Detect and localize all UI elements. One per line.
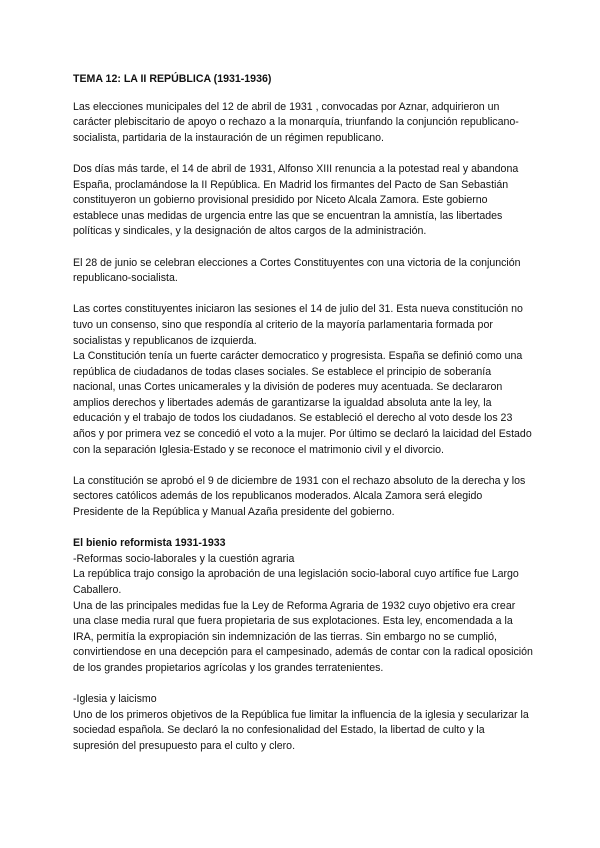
section-title-bienio-reformista: El bienio reformista 1931-1933 bbox=[73, 537, 226, 550]
document-title: TEMA 12: LA II REPÚBLICA (1931-1936) bbox=[73, 73, 272, 85]
paragraph-legislacion-sociolaboral: La república trajo consigo la aprobación de una legislación socio-laboral cuyo artífice fue Largo Caballero. bbox=[73, 568, 519, 596]
paragraph-sesiones-cortes: Las cortes constituyentes iniciaron las sesiones el 14 de julio del 31. Esta nueva constitución no tuvo un consenso, sino que respondía al criterio de la mayoría parlamentaria formada por socialistas y republicanos de izquierda. bbox=[73, 303, 523, 347]
paragraph-constitucion-caracter: La Constitución tenía un fuerte carácter democratico y progresista. España se definió como una república de ciudadanos de todas clases sociales. Se establece el principio de soberanía nacional, unas Cortes unicamerales y la división de poderes muy acentuada. Se declararon amplios derechos y libertades además de garantizarse la igualdad absoluta ante la ley, la educación y el trabajo de todos los ciudadanos. Se estableció el derecho al voto desde los 23 años y por primera vez se concedió el voto a la mujer. Por último se declaró la laicidad del Estado con la separación Iglesia-Estado y se reconoce el matrimonio civil y el divorcio. bbox=[73, 350, 532, 456]
paragraph-iglesia-laicismo: Uno de los primeros objetivos de la República fue limitar la influencia de la iglesia y secularizar la sociedad española. Se declaró la no confesionalidad del Estado, la libertad de culto y la supresión del presupuesto para el culto y clero. bbox=[73, 708, 529, 752]
subsection-title-iglesia: -Iglesia y laicismo bbox=[73, 693, 157, 706]
paragraph-constitucion-aprobacion: La constitución se aprobó el 9 de diciembre de 1931 con el rechazo absoluto de la derecha y los sectores católicos además de los republicanos moderados. Alcala Zamora será elegido Presidente de la República y Manual Azaña presidente del gobierno. bbox=[73, 474, 526, 519]
paragraph-reforma-agraria: Una de las principales medidas fue la Ley de Reforma Agraria de 1932 cuyo objetivo era crear una clase media rural que fuera propietaria de sus explotaciones. Esta ley, encomendada a la IRA, permitía la expropiación sin indemnización de las tierras. Sin embargo no se cumplió, convirtiendose en una decepción para el campesinado, además de contar con la radical oposición de los grandes propietarios agrícolas y los grandes terratenientes. bbox=[73, 599, 533, 674]
document-page bbox=[73, 72, 533, 755]
paragraph-elecciones-municipales: Las elecciones municipales del 12 de abril de 1931 , convocadas por Aznar, adquirieron un carácter plebiscitario de apoyo o rechazo a la monarquía, triunfando la conjunción republicano-socialista, partidaria de la instauración de un régimen republicano. bbox=[73, 100, 519, 144]
paragraph-proclamacion-republica: Dos días más tarde, el 14 de abril de 1931, Alfonso XIII renuncia a la potestad real y abandona España, proclamándose la II República. En Madrid los firmantes del Pacto de San Sebastián constituyeron un gobierno provisional presidido por Niceto Alcala Zamora. Este gobierno establece unas medidas de urgencia entre las que se encuentran la amnistía, las libertades políticas y sindicales, y la designación de altos cargos de la administración. bbox=[73, 162, 519, 238]
paragraph-cortes-constituyentes: El 28 de junio se celebran elecciones a Cortes Constituyentes con una victoria de la conjunción republicano-socialista. bbox=[73, 256, 521, 285]
subsection-title-reformas: -Reformas socio-laborales y la cuestión agraria bbox=[73, 552, 295, 565]
